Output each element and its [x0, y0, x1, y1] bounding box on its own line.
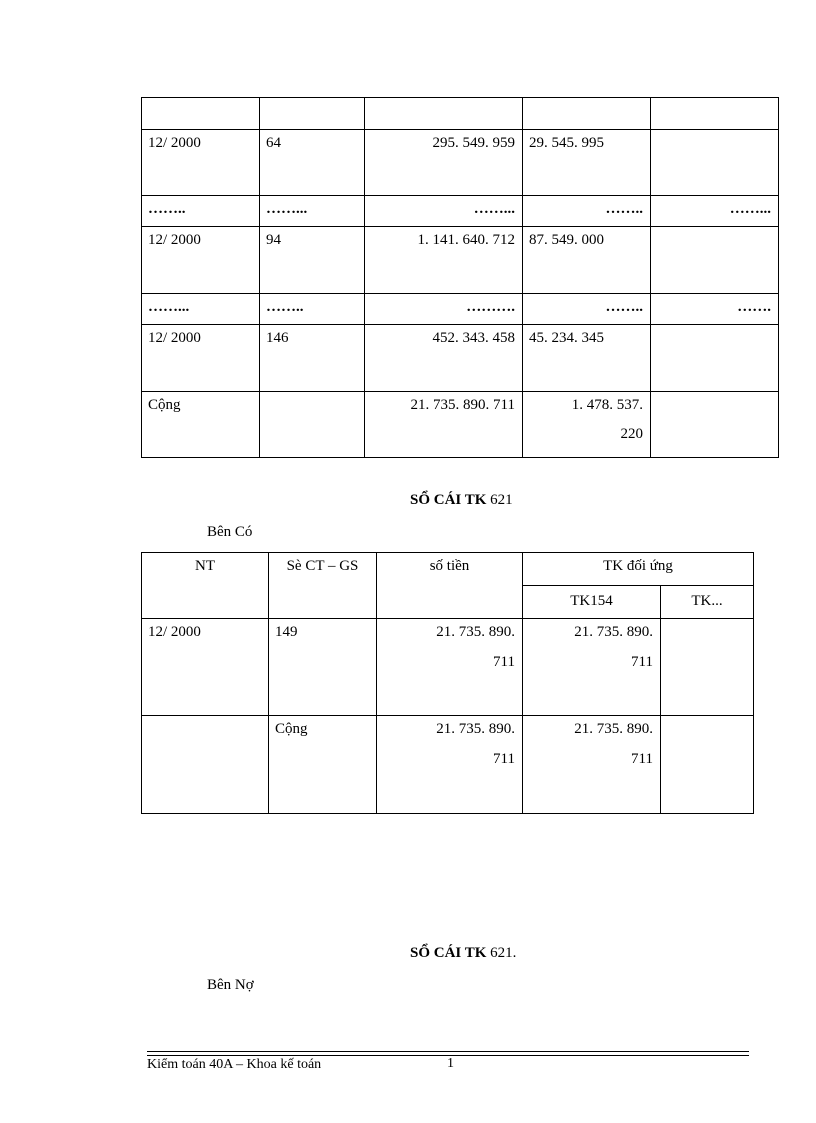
table-row	[142, 196, 779, 227]
cell-amount: 1. 141. 640. 712	[365, 227, 523, 294]
cell-nt	[142, 98, 260, 130]
cell-total-label: Cộng	[269, 716, 377, 814]
table-row	[142, 130, 779, 196]
cell-other	[651, 392, 779, 458]
ledger-title-credit	[410, 492, 513, 509]
cell-tk: ……..	[523, 196, 651, 227]
cell-total-tk-line1: 1. 478. 537.	[571, 397, 643, 413]
cell-amount: ……….	[365, 294, 523, 325]
cell-nt: 12/ 2000	[142, 130, 260, 196]
page-number: 1	[447, 1056, 454, 1071]
cell-tk: ……..	[523, 294, 651, 325]
table-row	[142, 227, 779, 294]
cell-other: ……...	[651, 196, 779, 227]
ledger-table-credit	[141, 552, 754, 814]
table-row	[142, 392, 779, 458]
header-tk-group: TK đối ứng	[523, 553, 754, 586]
cell-so: ……...	[260, 196, 365, 227]
cell-tk: 45. 234. 345	[523, 325, 651, 392]
cell-total-tk	[523, 392, 651, 458]
cell-nt: 12/ 2000	[142, 619, 269, 716]
side-label-debit: Bên Nợ	[207, 977, 254, 993]
cell-total-label: Cộng	[142, 392, 260, 458]
cell-amount	[377, 619, 523, 716]
cell-nt: ……..	[142, 196, 260, 227]
header-tk154: TK154	[523, 586, 661, 619]
cell-other	[651, 227, 779, 294]
cell-nt: ……...	[142, 294, 260, 325]
header-tk-other: TK...	[661, 586, 754, 619]
cell-tk	[523, 98, 651, 130]
cell-other	[661, 716, 754, 814]
cell-tk154-line1: 21. 735. 890.	[574, 624, 653, 640]
ledger-title-text: SỔ CÁI TK	[410, 492, 487, 508]
ledger-title-number: 621.	[490, 945, 517, 961]
cell-tk: 87. 549. 000	[523, 227, 651, 294]
cell-tk154-line2: 711	[631, 751, 653, 767]
ledger-title-text: SỔ CÁI TK	[410, 945, 487, 961]
cell-amount: 452. 343. 458	[365, 325, 523, 392]
cell-other	[661, 619, 754, 716]
cell-other	[651, 98, 779, 130]
side-label-credit: Bên Có	[207, 524, 253, 540]
cell-total-amount: 21. 735. 890. 711	[365, 392, 523, 458]
cell-other: …….	[651, 294, 779, 325]
cell-nt	[142, 716, 269, 814]
cell-amount: ……...	[365, 196, 523, 227]
cell-so: ……..	[260, 294, 365, 325]
cell-amount-line2: 711	[493, 654, 515, 670]
cell-nt: 12/ 2000	[142, 227, 260, 294]
ledger-title-number: 621	[490, 492, 513, 508]
cell-total-tk-line2: 220	[620, 426, 643, 442]
table-row	[142, 325, 779, 392]
ledger-table-continued	[141, 97, 779, 458]
cell-other	[651, 325, 779, 392]
cell-so: 149	[269, 619, 377, 716]
cell-tk154	[523, 619, 661, 716]
table-row	[142, 98, 779, 130]
cell-other	[651, 130, 779, 196]
cell-amount-line2: 711	[493, 751, 515, 767]
cell-amount	[365, 98, 523, 130]
table-row	[142, 716, 754, 814]
cell-amount-line1: 21. 735. 890.	[436, 624, 515, 640]
table-header-row	[142, 553, 754, 586]
cell-so: 146	[260, 325, 365, 392]
cell-tk154-line1: 21. 735. 890.	[574, 721, 653, 737]
cell-so: 94	[260, 227, 365, 294]
header-nt: NT	[142, 553, 269, 619]
cell-so	[260, 98, 365, 130]
cell-amount-line1: 21. 735. 890.	[436, 721, 515, 737]
cell-so	[260, 392, 365, 458]
cell-so: 64	[260, 130, 365, 196]
cell-amount: 295. 549. 959	[365, 130, 523, 196]
table-row	[142, 294, 779, 325]
ledger-title-debit	[410, 945, 516, 962]
cell-nt: 12/ 2000	[142, 325, 260, 392]
cell-tk: 29. 545. 995	[523, 130, 651, 196]
table-row	[142, 619, 754, 716]
cell-tk154-line2: 711	[631, 654, 653, 670]
header-amount: số tiền	[377, 553, 523, 619]
cell-total-tk154	[523, 716, 661, 814]
footer-text: Kiểm toán 40A – Khoa kế toán	[147, 1057, 322, 1072]
header-so: Sè CT – GS	[269, 553, 377, 619]
footer-rule	[147, 1051, 749, 1052]
cell-total-amount	[377, 716, 523, 814]
